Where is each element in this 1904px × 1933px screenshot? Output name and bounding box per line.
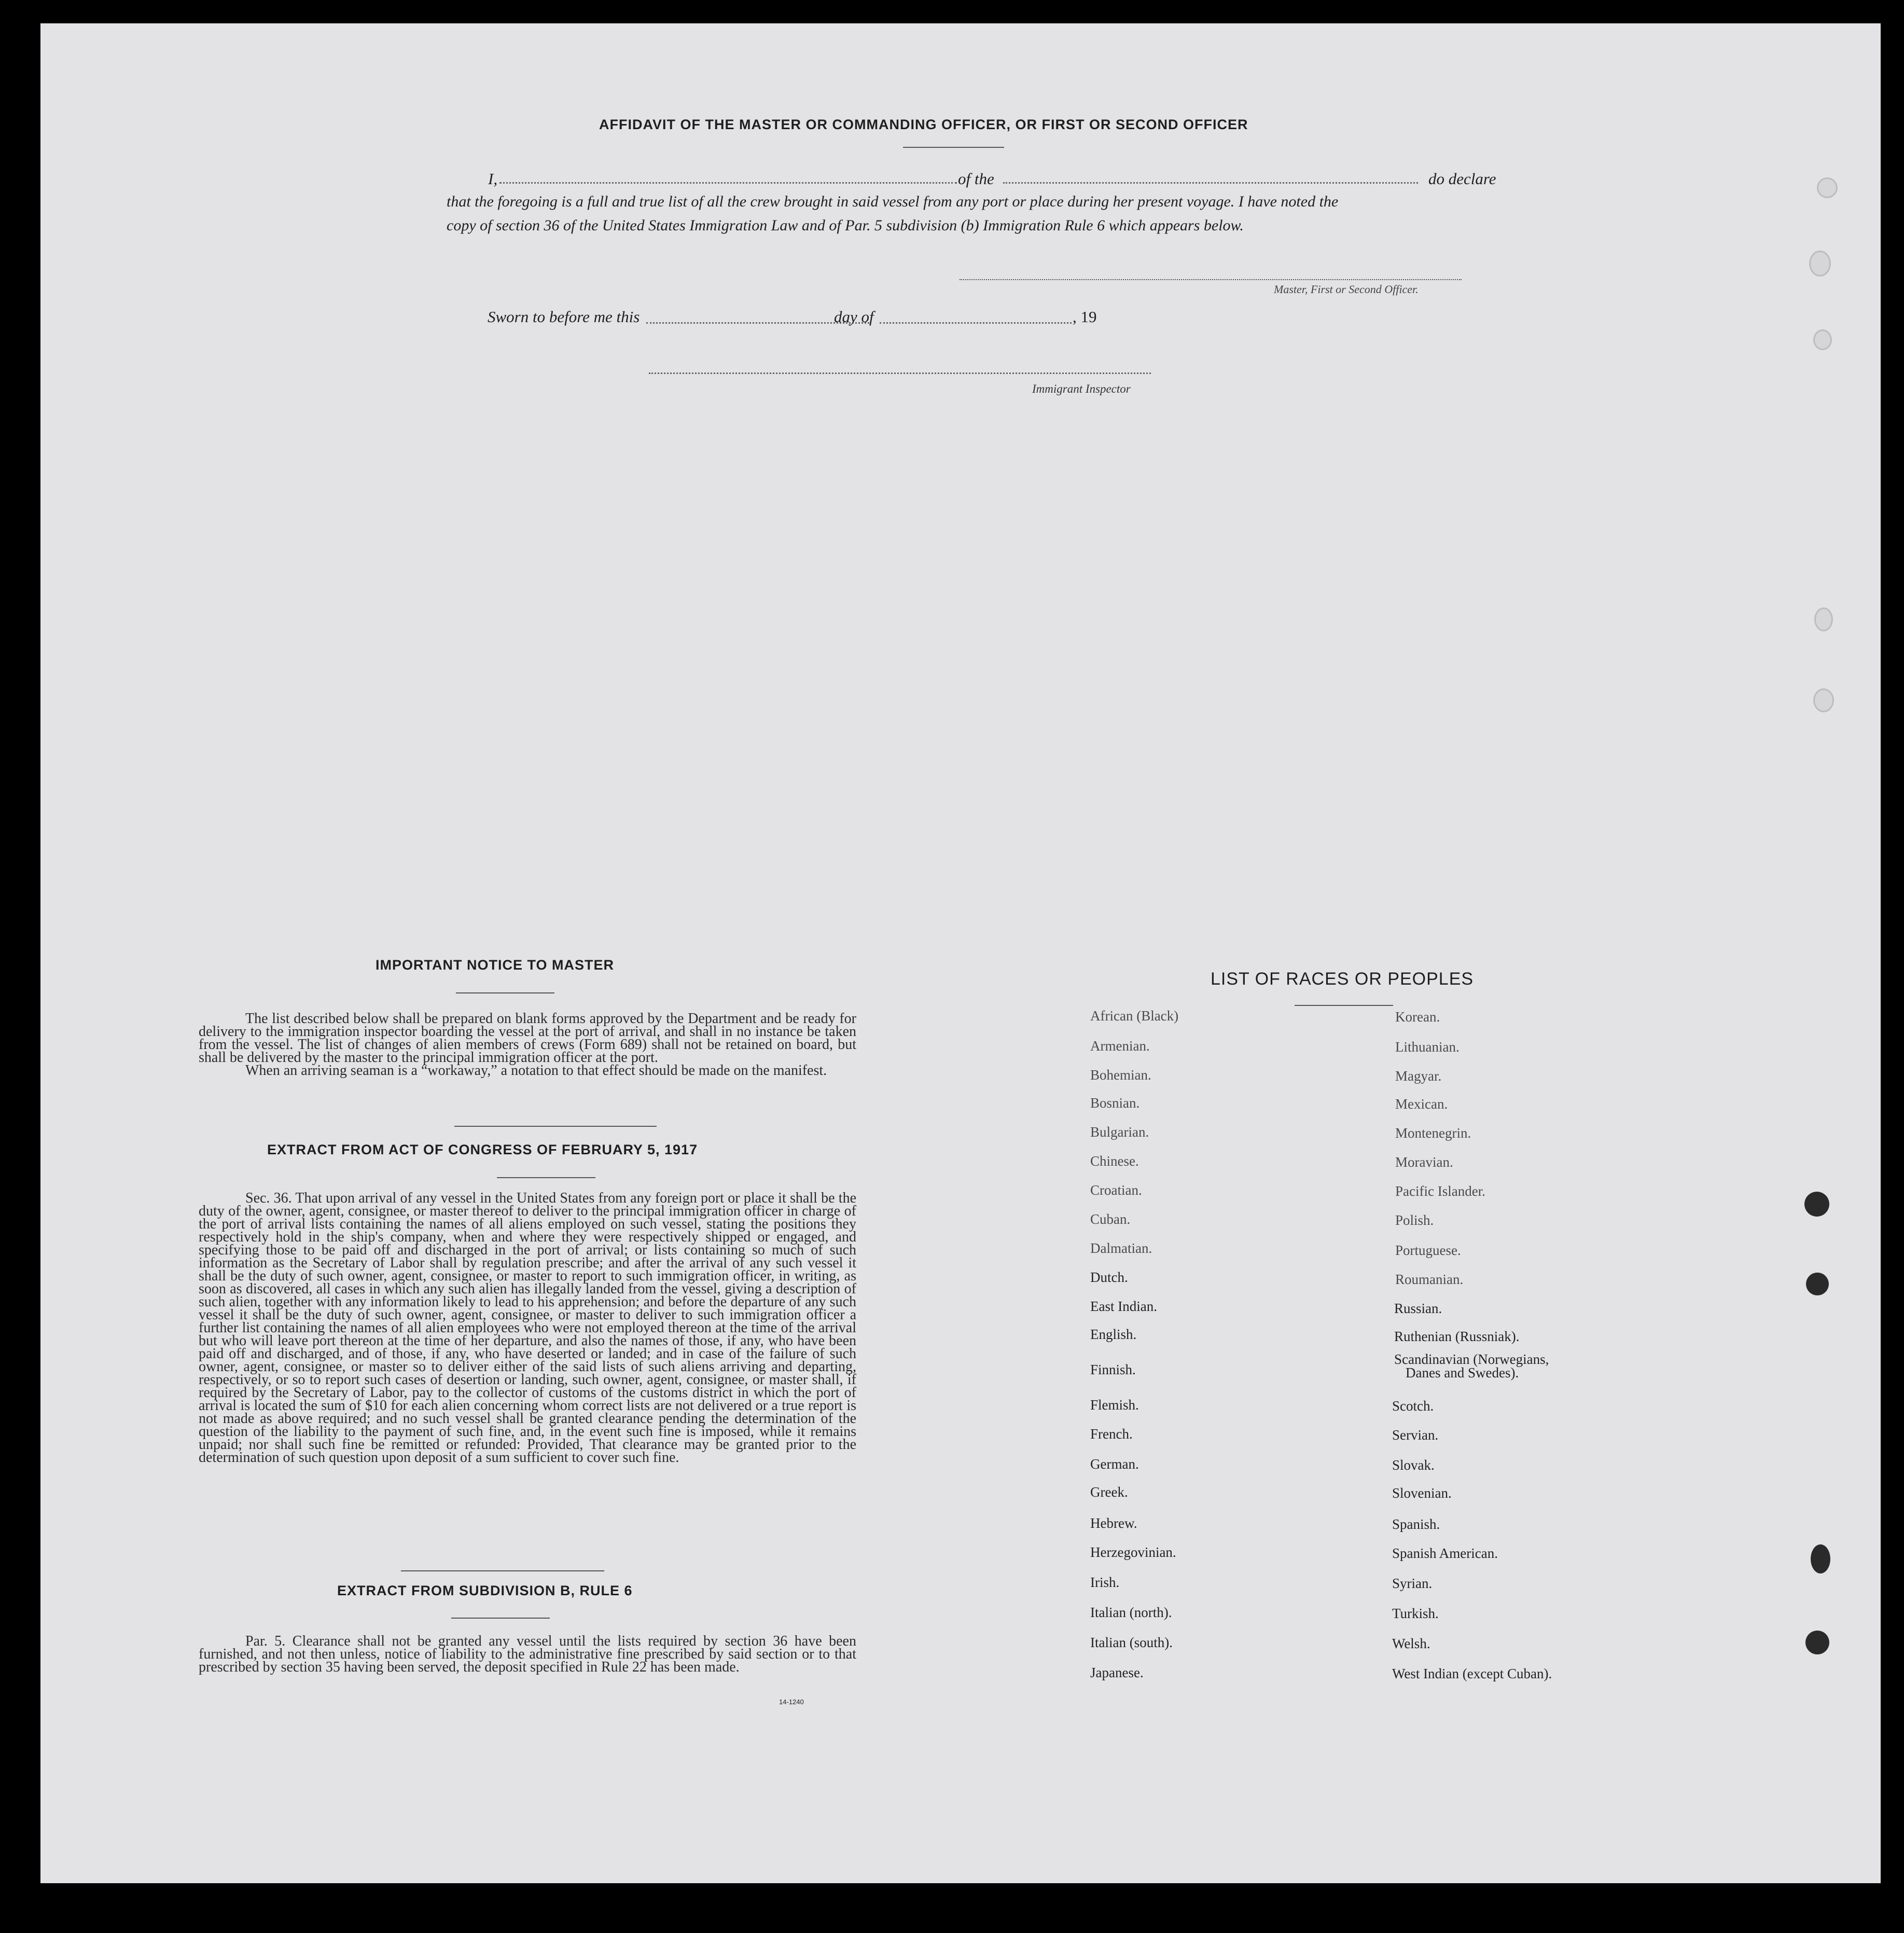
extract-rule-title: EXTRACT FROM SUBDIVISION B, RULE 6	[337, 1583, 633, 1598]
master-signature-caption: Master, First or Second Officer.	[1274, 283, 1419, 296]
vessel-name-line[interactable]	[1003, 182, 1418, 184]
race-item: Spanish American.	[1392, 1545, 1498, 1561]
race-item: Croatian.	[1090, 1182, 1142, 1198]
year-label: , 19	[1073, 308, 1097, 326]
declaration-line-1: that the foregoing is a full and true list of all the crew brought in said vessel from any port or place during her present voyage. I have noted the	[447, 193, 1339, 210]
race-item: Moravian.	[1395, 1154, 1453, 1170]
section-36-paragraph: Sec. 36. That upon arrival of any vessel in the United States from any foreign port or place it shall be the duty of the owner, agent, consignee, or master thereof to deliver to the principal immigration officer in charge of the port of arrival lists containing the names of all aliens employed on such vessel, stating the positions they respectively hold in the ship's company, when and where they were respectively shipped or engaged, and specifying those to be paid off and discharged in the port of arrival; or lists containing so much of such information as the Secretary of Labor shall by regulation prescribe; and after the arrival of any such vessel it shall be the duty of such owner, agent, consignee, or master to report to such immigration officer, in writing, as soon as discovered, all cases in which any such alien has illegally landed from the vessel, giving a description of such alien, together with any information likely to lead to his apprehension; and before the departure of any such vessel it shall be the duty of such owner, agent, consignee, or master to deliver to such immigration officer a further list containing the names of all alien employees who were not employed thereon at the time of the arrival but who will leave port thereon at the time of her departure, and also the names of those, if any, who have been paid off and discharged, and of those, if any, who have deserted or landed; and in case of the failure of such owner, agent, consignee, or master so to deliver either of the said lists of such aliens arriving and departing, respectively, or so to report such cases of desertion or landing, such owner, agent, consignee, or master shall, if required by the Secretary of Labor, pay to the collector of customs of the customs district in which the port of arrival is located the sum of $10 for each alien concerning whom correct lists are not delivered or a true report is not made as above required; and no such vessel shall be granted clearance pending the determination of the question of the liability to the payment of such fine, and, in the event such fine is imposed, while it remains unpaid; nor shall such fine be remitted or refunded: Provided, That clearance may be granted prior to the determination of such question upon deposit of a sum sufficient to cover such fine.	[199, 1190, 856, 1466]
race-item: Dalmatian.	[1090, 1240, 1152, 1256]
form-page	[40, 23, 1881, 1883]
notice-paragraph-2: When an arriving seaman is a “workaway,” a notation to that effect should be made on the manifest.	[245, 1062, 827, 1079]
race-item: Portuguese.	[1395, 1242, 1461, 1258]
i-label: I,	[488, 170, 498, 188]
declaration-line-2: copy of section 36 of the United States Immigration Law and of Par. 5 subdivision (b) Immigration Rule 6 which appears below.	[447, 217, 1244, 234]
race-item: Montenegrin.	[1395, 1125, 1471, 1141]
race-item: Magyar.	[1395, 1068, 1442, 1084]
race-item: Irish.	[1090, 1575, 1120, 1590]
day-of-label: day of	[834, 308, 874, 326]
officer-name-line[interactable]	[499, 182, 957, 184]
race-item: Herzegovinian.	[1090, 1544, 1176, 1560]
race-item: Dutch.	[1090, 1269, 1128, 1285]
race-item: Italian (north).	[1090, 1605, 1172, 1620]
affidavit-title: AFFIDAVIT OF THE MASTER OR COMMANDING OFFICER, OR FIRST OR SECOND OFFICER	[599, 117, 1248, 132]
race-item: Danes and Swedes).	[1406, 1365, 1519, 1380]
race-item: Roumanian.	[1395, 1272, 1464, 1287]
punch-hole	[1814, 607, 1833, 631]
race-item: Bulgarian.	[1090, 1124, 1149, 1140]
notice-paragraph-1: The list described below shall be prepared on blank forms approved by the Department and be ready for delivery to the immigration inspector boarding the vessel at the port of arrival, and shall in no instance be taken from the vessel. The list of changes of alien members of crews (Form 689) shall not be retained on board, but shall be delivered by the master to the principal immigration officer at the port.	[199, 1011, 856, 1066]
sworn-label: Sworn to before me this	[488, 308, 640, 326]
race-item: Bohemian.	[1090, 1067, 1151, 1083]
race-item: Spanish.	[1392, 1516, 1440, 1532]
divider	[497, 1177, 595, 1178]
race-item: Finnish.	[1090, 1362, 1136, 1377]
race-item: Italian (south).	[1090, 1635, 1173, 1650]
divider	[454, 1126, 657, 1127]
extract-rule-text	[199, 1635, 856, 1674]
inspector-caption: Immigrant Inspector	[1032, 382, 1131, 395]
of-the-label: of the	[958, 170, 994, 188]
punch-hole	[1806, 1273, 1829, 1295]
divider	[903, 147, 1004, 148]
race-item: Japanese.	[1090, 1665, 1144, 1680]
race-item: Syrian.	[1392, 1576, 1433, 1591]
race-item: Lithuanian.	[1395, 1039, 1460, 1055]
punch-hole	[1811, 1544, 1830, 1573]
race-item: Slovenian.	[1392, 1485, 1452, 1501]
punch-hole	[1817, 177, 1838, 198]
race-item: African (Black)	[1090, 1008, 1179, 1024]
do-declare-label: do declare	[1428, 170, 1496, 188]
race-item: Scandinavian (Norwegians,	[1394, 1351, 1549, 1367]
race-item: Scotch.	[1392, 1398, 1434, 1414]
extract-act-title: EXTRACT FROM ACT OF CONGRESS OF FEBRUARY 5, 1917	[267, 1142, 698, 1157]
punch-hole	[1813, 688, 1834, 712]
master-signature-line[interactable]	[960, 279, 1462, 280]
race-item: Greek.	[1090, 1484, 1128, 1500]
form-number: 14-1240	[779, 1698, 804, 1706]
race-item: Polish.	[1395, 1212, 1434, 1228]
sworn-month-line[interactable]	[880, 322, 1072, 324]
race-item: Chinese.	[1090, 1153, 1139, 1169]
race-item: Hebrew.	[1090, 1515, 1137, 1531]
notice-title: IMPORTANT NOTICE TO MASTER	[376, 957, 614, 973]
divider	[456, 992, 554, 993]
divider	[1295, 1005, 1393, 1006]
notice-text	[199, 1012, 856, 1077]
race-item: Servian.	[1392, 1427, 1439, 1443]
race-item: Armenian.	[1090, 1038, 1150, 1054]
rule-paragraph: Par. 5. Clearance shall not be granted any vessel until the lists required by section 36 have been furnished, and not then unless, notice of liability to the administrative fine prescribed by said section or to that prescribed by section 35 having been served, the deposit specified in Rule 22 has been made.	[199, 1633, 856, 1675]
punch-hole	[1809, 251, 1831, 277]
divider	[451, 1618, 550, 1619]
race-item: Bosnian.	[1090, 1095, 1140, 1111]
punch-hole	[1805, 1631, 1829, 1654]
race-item: Mexican.	[1395, 1096, 1448, 1112]
race-item: Welsh.	[1392, 1636, 1430, 1651]
race-item: Flemish.	[1090, 1397, 1139, 1413]
race-item: Pacific Islander.	[1395, 1183, 1485, 1199]
race-item: Cuban.	[1090, 1211, 1131, 1227]
race-item: French.	[1090, 1426, 1133, 1442]
race-item: Russian.	[1394, 1301, 1442, 1316]
race-item: Slovak.	[1392, 1457, 1435, 1473]
race-item: English.	[1090, 1327, 1137, 1342]
inspector-signature-line[interactable]	[649, 372, 1151, 374]
punch-hole	[1804, 1192, 1829, 1217]
punch-hole	[1813, 329, 1832, 350]
race-item: Turkish.	[1392, 1606, 1439, 1621]
extract-act-text	[199, 1192, 856, 1464]
race-item: East Indian.	[1090, 1299, 1157, 1314]
race-item: Korean.	[1395, 1009, 1440, 1025]
divider	[401, 1570, 604, 1571]
races-title: LIST OF RACES OR PEOPLES	[1211, 969, 1474, 989]
race-item: Ruthenian (Russniak).	[1394, 1329, 1520, 1344]
race-item: German.	[1090, 1456, 1139, 1472]
race-item: West Indian (except Cuban).	[1392, 1666, 1552, 1681]
